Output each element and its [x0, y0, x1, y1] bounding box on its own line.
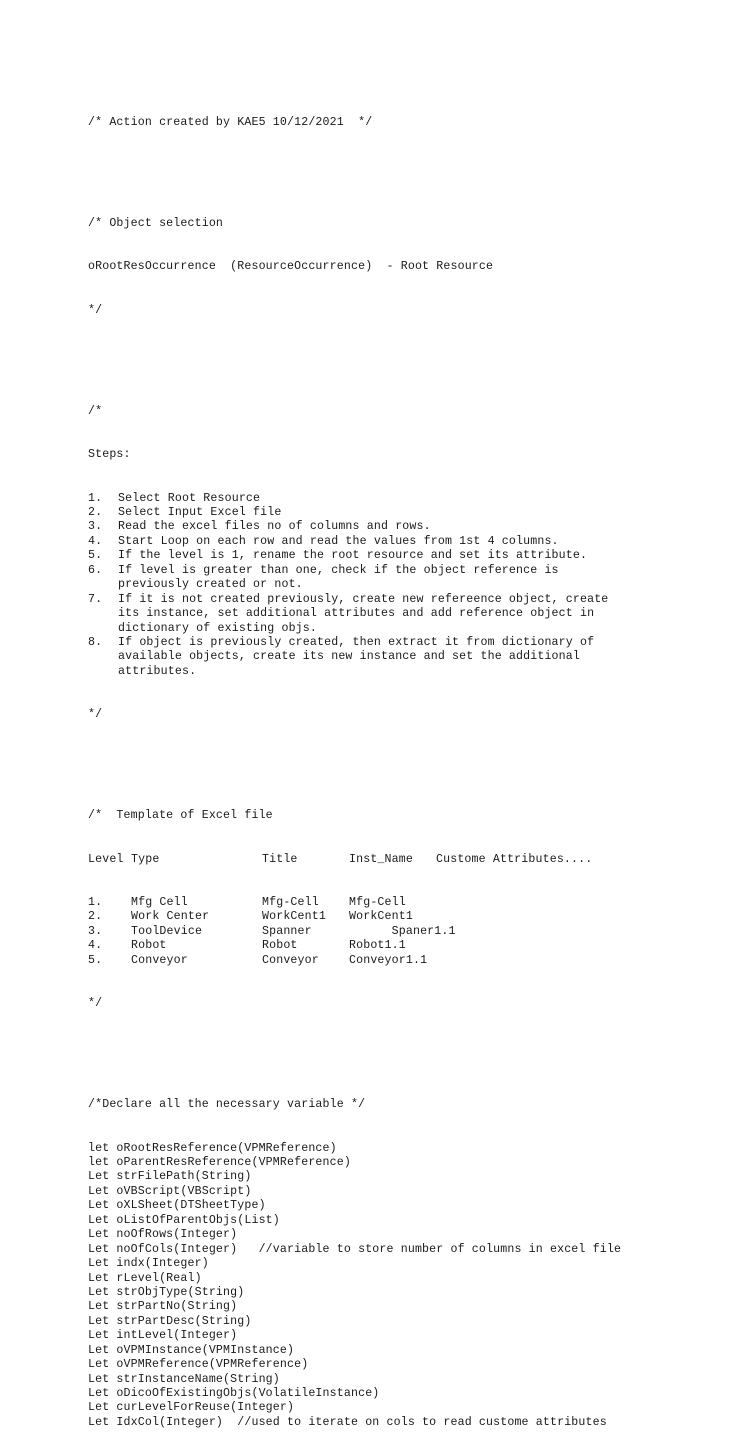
template-cell-type: Work Center	[131, 910, 210, 924]
blank-line	[88, 1040, 621, 1054]
declaration-line: Let oVPMReference(VPMReference)	[88, 1358, 309, 1372]
declaration-line: Let oDicoOfExistingObjs(VolatileInstance)	[88, 1387, 380, 1400]
template-row	[88, 939, 621, 953]
declaration-line: Let IdxCol(Integer) //used to iterate on cols to read custome attributes	[88, 1415, 607, 1429]
declaration-line: Let indx(Integer)	[88, 1257, 209, 1271]
step-text: dictionary of existing objs.	[118, 621, 318, 635]
step-line	[88, 622, 621, 636]
step-number: 5.	[88, 549, 103, 563]
step-line	[88, 535, 621, 549]
template-close: */	[88, 997, 103, 1011]
header-comment: /* Action created by KAE5 10/12/2021 */	[88, 115, 373, 129]
step-line	[88, 520, 621, 534]
steps-close: */	[88, 708, 103, 722]
step-text: If object is previously created, then extract it from dictionary of	[118, 635, 595, 649]
declaration-line: Let curLevelForReuse(Integer)	[88, 1401, 295, 1415]
object-selection-open: /* Object selection	[88, 217, 224, 231]
template-rows	[88, 896, 621, 968]
step-text: Start Loop on each row and read the values from 1st 4 columns.	[118, 534, 559, 548]
blank-line	[88, 752, 621, 766]
template-cell-level: 1.	[88, 895, 103, 909]
template-cell-title: WorkCent1	[262, 910, 326, 924]
step-line	[88, 506, 621, 520]
template-header-row	[88, 853, 621, 867]
declaration-line: Let strInstanceName(String)	[88, 1372, 280, 1386]
blank-line	[88, 347, 621, 361]
declaration-line: Let strObjType(String)	[88, 1285, 245, 1299]
step-line	[88, 564, 621, 578]
template-row	[88, 910, 621, 924]
template-header-type: Type	[131, 852, 160, 866]
declaration-line: Let strPartDesc(String)	[88, 1314, 252, 1328]
step-line	[88, 593, 621, 607]
step-line	[88, 492, 621, 506]
declaration-line: Let intLevel(Integer)	[88, 1329, 238, 1343]
declaration-line: Let oVPMInstance(VPMInstance)	[88, 1343, 295, 1357]
step-text: Read the excel files no of columns and rows.	[118, 520, 431, 534]
template-row	[88, 925, 621, 939]
code-document	[88, 87, 621, 1445]
template-cell-title: Robot	[262, 939, 298, 953]
template-row	[88, 896, 621, 910]
declaration-line: Let noOfCols(Integer) //variable to store number of columns in excel file	[88, 1242, 622, 1256]
declaration-line: Let oListOfParentObjs(List)	[88, 1213, 280, 1227]
template-header-level: Level	[88, 852, 124, 866]
step-line	[88, 636, 621, 650]
step-number: 3.	[88, 520, 103, 534]
template-cell-level: 4.	[88, 939, 103, 953]
object-selection-line: oRootResOccurrence (ResourceOccurrence) - Root Resource	[88, 260, 494, 274]
declarations-comment: /*Declare all the necessary variable */	[88, 1098, 366, 1112]
step-number: 2.	[88, 506, 103, 519]
declaration-line: let oParentResReference(VPMReference)	[88, 1156, 351, 1169]
template-cell-type: Mfg Cell	[131, 895, 188, 909]
declaration-line: Let oXLSheet(DTSheetType)	[88, 1199, 266, 1213]
declaration-line: Let rLevel(Real)	[88, 1271, 202, 1285]
template-header-title: Title	[262, 852, 298, 866]
step-number: 8.	[88, 635, 103, 649]
step-text: If it is not created previously, create new refereence object, create	[118, 592, 609, 606]
declaration-line: Let oVBScript(VBScript)	[88, 1184, 252, 1198]
step-line	[88, 665, 621, 679]
blank-line	[88, 159, 621, 173]
declaration-line: let oRootResReference(VPMReference)	[88, 1141, 337, 1155]
template-cell-inst-name: Robot1.1	[349, 939, 406, 953]
template-header-inst-name: Inst_Name	[349, 852, 413, 866]
object-selection-close: */	[88, 303, 103, 317]
steps-title: Steps:	[88, 448, 131, 462]
template-row	[88, 954, 621, 968]
template-cell-level: 2.	[88, 910, 103, 924]
declaration-line: Let strFilePath(String)	[88, 1170, 252, 1184]
step-text: If level is greater than one, check if the object reference is	[118, 563, 559, 577]
template-cell-type: Robot	[131, 939, 167, 953]
step-line	[88, 607, 621, 621]
step-text: If the level is 1, rename the root resource and set its attribute.	[118, 549, 588, 563]
template-header-custom-attributes: Custome Attributes....	[436, 852, 593, 866]
template-cell-level: 3.	[88, 924, 103, 938]
step-text: its instance, set additional attributes and add reference object in	[118, 607, 595, 621]
template-cell-inst-name: WorkCent1	[349, 910, 413, 924]
step-text: previously created or not.	[118, 578, 303, 592]
template-cell-type: ToolDevice	[131, 924, 203, 938]
step-text: Select Input Excel file	[118, 506, 282, 519]
template-cell-inst-name: Mfg-Cell	[349, 895, 406, 909]
step-number: 1.	[88, 491, 103, 505]
template-cell-title: Conveyor	[262, 953, 319, 967]
template-open: /* Template of Excel file	[88, 809, 273, 823]
template-cell-inst-name: Conveyor1.1	[349, 953, 428, 967]
declaration-line: Let noOfRows(Integer)	[88, 1228, 238, 1242]
declarations-list	[88, 1142, 621, 1431]
template-cell-type: Conveyor	[131, 953, 188, 967]
template-cell-title: Mfg-Cell	[262, 895, 319, 909]
template-cell-title: Spanner	[262, 924, 312, 938]
step-text: attributes.	[118, 664, 197, 678]
step-number: 4.	[88, 534, 103, 548]
step-line	[88, 549, 621, 563]
step-line	[88, 650, 621, 664]
step-number: 7.	[88, 592, 103, 606]
step-line	[88, 578, 621, 592]
template-cell-level: 5.	[88, 953, 103, 967]
steps-list	[88, 492, 621, 680]
template-cell-inst-name: Spaner1.1	[349, 924, 456, 938]
step-number: 6.	[88, 563, 103, 577]
declaration-line: Let strPartNo(String)	[88, 1300, 238, 1314]
step-text: available objects, create its new instance and set the additional	[118, 650, 580, 664]
steps-open: /*	[88, 404, 103, 418]
step-text: Select Root Resource	[118, 491, 261, 505]
